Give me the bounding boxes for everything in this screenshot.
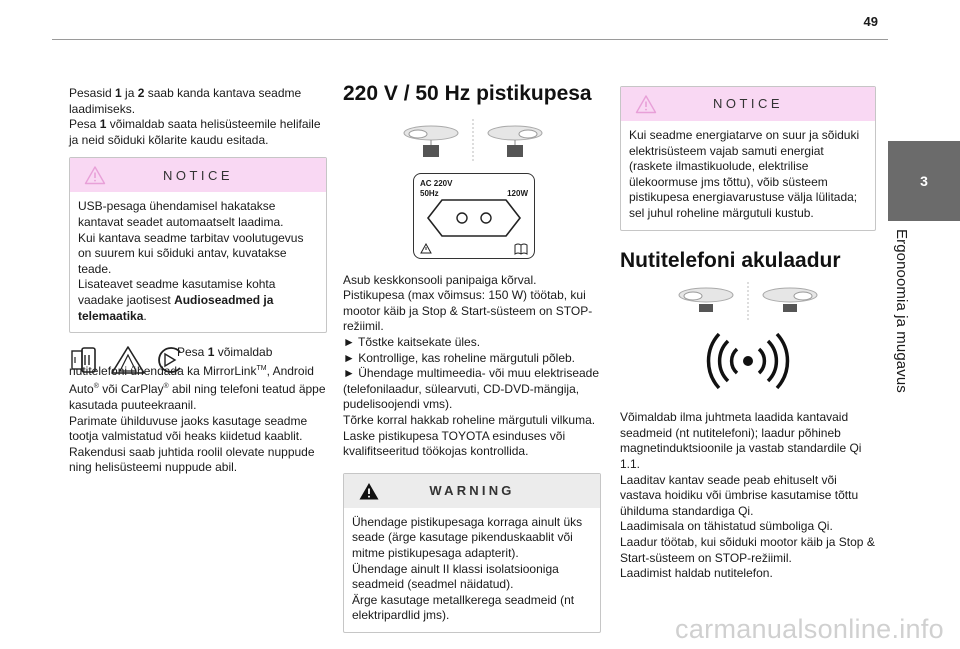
warning-text: Ärge kasutage metallkerega seadmeid (nt elektripardlid jms). <box>352 592 575 623</box>
caution-triangle-icon <box>420 243 432 254</box>
step-text: ► Kontrollige, kas roheline märgutuli põleb. <box>343 350 576 365</box>
socket-frequency-label: 50Hz <box>420 188 439 198</box>
watermark: carmanualsonline.info <box>675 614 944 644</box>
usb-text-apps: Rakendusi saab juhtida roolil olevate nuppude ning helisüsteemi nuppude abil. <box>69 444 315 475</box>
usb-text-cable: Parimate ühilduvuse jaoks kasutage seadme tootja valmistatud või heaks kiidetud kaablit. <box>69 413 308 444</box>
notice-box-socket <box>620 86 876 231</box>
notice-text: Kui seadme energiatarve on suur ja sõiduki elektrisüsteem vajab samuti energiat (raskete ilmastikuolude, elektrilise ülekoormuse jms tõttu), võib süsteem pistikupesa energiavarustuse välja lülitada; sel juhul roheline märgutuli kustub. <box>629 128 860 220</box>
usb-text: Pesa 1 võimaldab nutitelefoni ühendada ka MirrorLink™, Android Auto® või CarPlay® abil ning telefoni teatud äppe kasutada puuteekraanil. <box>69 345 326 412</box>
body-text: Tõrke korral hakkab roheline märgutuli vilkuma. <box>343 412 596 427</box>
section-heading-socket: 220 V / 50 Hz pistikupesa <box>343 82 592 105</box>
notice-title: NOTICE <box>162 167 234 183</box>
body-text: Asub keskkonsooli panipaiga kõrval. <box>343 272 537 287</box>
body-text: Laadur töötab, kui sõiduki mootor käib ja Stop & Start-süsteem on STOP-režiimil. <box>620 534 875 565</box>
socket-power-label: 120W <box>507 188 528 198</box>
warning-triangle-icon <box>84 165 106 185</box>
paragraph-sockets: Pesasid 1 ja 2 saab kanda kantava seadme laadimiseks. <box>69 86 302 116</box>
body-text: Laaditav kantav seade peab ehituselt või vastava hoidiku või ümbrise kasutamise tõttu ühilduma standardiga Qi. <box>620 472 859 518</box>
charger-location-icon <box>668 280 828 320</box>
step-text: ► Tõstke kaitsekate üles. <box>343 334 481 349</box>
warning-title: WARNING <box>429 482 515 498</box>
column-1 <box>69 86 327 476</box>
wireless-charging-icon <box>698 330 798 392</box>
chapter-number: 3 <box>920 173 928 189</box>
chapter-title: Ergonoomia ja mugavus <box>893 229 910 393</box>
paragraph-socket-1: Pesa 1 võimaldab saata helisüsteemile helifaile ja neid sõiduki kõlarite kaudu esitada. <box>69 117 321 147</box>
header-rule <box>52 39 888 40</box>
warning-header <box>344 474 600 508</box>
page-number: 49 <box>863 14 878 29</box>
body-text: Laadimist haldab nutitelefon. <box>620 566 773 581</box>
notice-text: Lisateavet seadme kasutamise kohta vaadake jaotisest Audioseadmed ja telemaatika. <box>78 277 276 323</box>
notice-header <box>70 158 326 192</box>
usb-icons <box>69 345 187 375</box>
socket-text <box>343 273 601 460</box>
section-heading-charger: Nutitelefoni akulaadur <box>620 248 841 272</box>
socket-illustration <box>413 173 535 259</box>
console-location-icon <box>393 117 553 161</box>
warning-body <box>344 508 600 632</box>
warning-triangle-icon <box>358 481 380 501</box>
body-text: Laadimisala on tähistatud sümboliga Qi. <box>620 519 833 534</box>
warning-text: Ühendage ainult II klassi isolatsiooniga seadmeid (seadmel näidatud). <box>352 561 559 592</box>
column-2 <box>343 82 601 633</box>
notice-text: Kui kantava seadme tarbitav voolutugevus on suurem kui sõiduki antav, kuvatakse teade. <box>78 230 304 276</box>
notice-body <box>621 121 875 230</box>
mirrorlink-icon <box>69 345 103 375</box>
notice-body <box>70 192 326 332</box>
notice-title: NOTICE <box>712 96 784 112</box>
charger-text <box>620 410 876 582</box>
notice-text: USB-pesaga ühendamisel hakatakse kantavat seadet automaatselt laadima. <box>78 199 284 229</box>
body-text: Võimaldab ilma juhtmeta laadida kantavaid seadmeid (nt nutitelefoni); laadur põhineb magnetinduktsioonile ja vastab standardile Qi 1.1. <box>620 410 862 471</box>
step-text: ► Ühendage multimeedia- või muu elektriseade (telefonilaadur, sülearvuti, CD-DVD-mängija, pudelisoojendi vms). <box>343 366 600 412</box>
socket-outlet-icon <box>424 196 524 240</box>
chapter-tab[interactable] <box>888 141 960 221</box>
body-text: Laske pistikupesa TOYOTA esinduses või kvalifitseeritud töökojas kontrollida. <box>343 428 566 459</box>
usb-paragraph <box>69 345 327 476</box>
warning-text: Ühendage pistikupesaga korraga ainult üks seade (ärge kasutage pikenduskaablit või mitme pistikupesaga adapterit). <box>352 514 583 560</box>
warning-triangle-icon <box>635 94 657 114</box>
warning-box <box>343 473 601 633</box>
carplay-icon <box>153 345 187 375</box>
notice-box-usb <box>69 157 327 333</box>
column-3 <box>620 86 876 582</box>
notice-header <box>621 87 875 121</box>
socket-voltage-label: AC 220V <box>420 178 453 188</box>
body-text: Pistikupesa (max võimsus: 150 W) töötab, kui mootor käib ja Stop & Start-süsteem on STOP-režiimil. <box>343 288 593 334</box>
android-auto-icon <box>109 345 147 375</box>
manual-book-icon <box>514 243 528 255</box>
